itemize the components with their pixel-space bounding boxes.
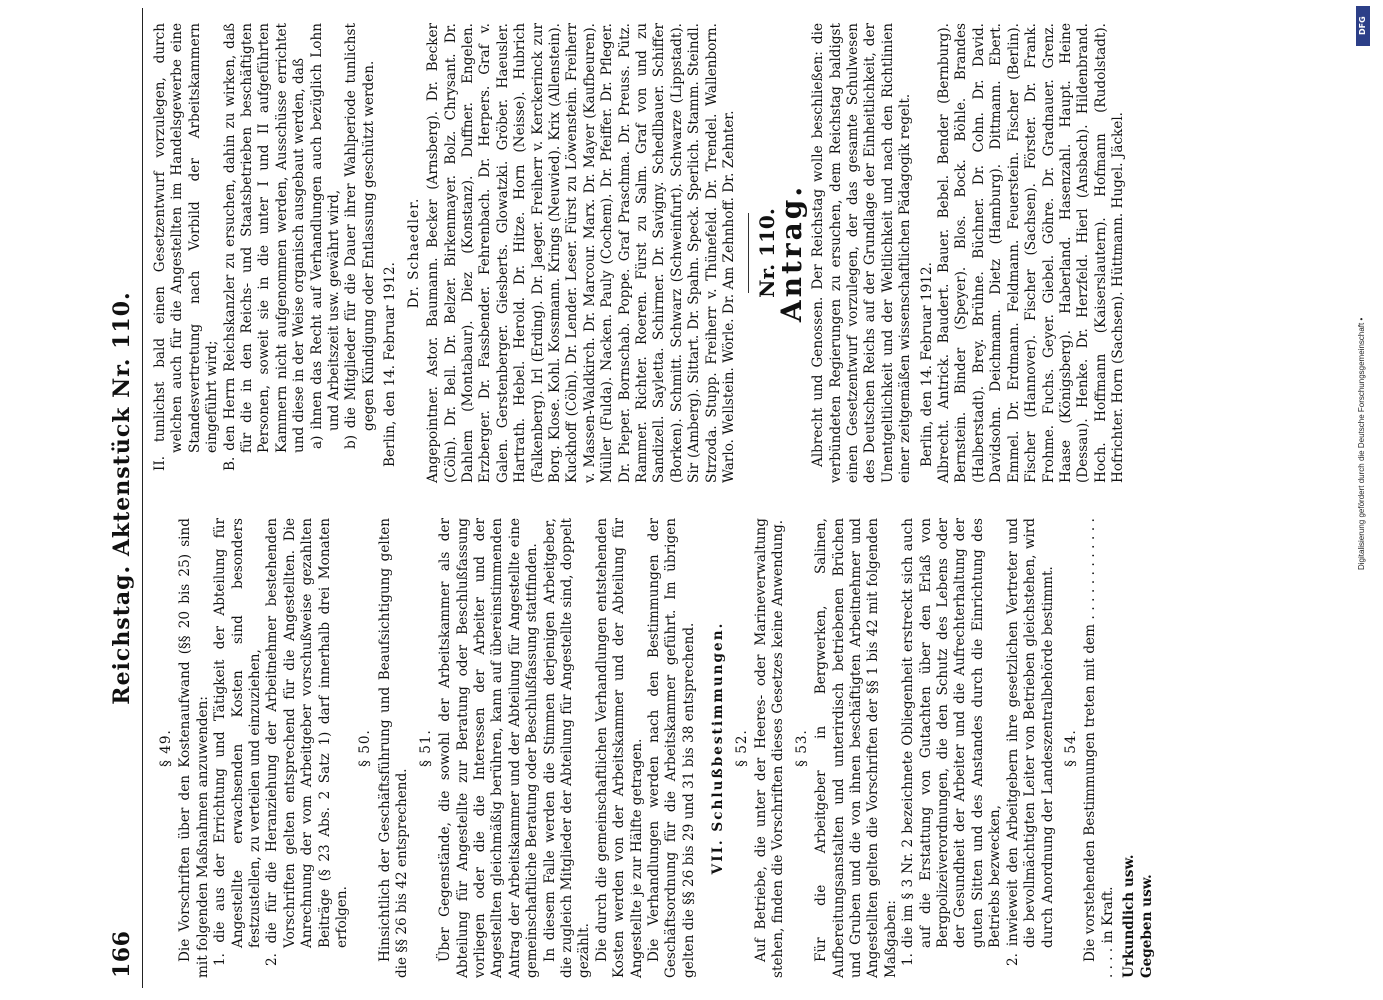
section-52-text: Auf Betriebe, die unter der Heeres- oder Marineverwaltung stehen, finden die Vorschriften dieses Gesetzes keine Anwendung. [753, 518, 787, 978]
section-49-text: Die Vorschriften über den Kostenaufwand (§§ 20 bis 25) sind mit folgenden Maßnahmen anzuwenden: [177, 518, 211, 978]
antrag-title: Antrag. [774, 183, 808, 323]
page-number: 166 [109, 930, 135, 978]
section-53-heading: § 53. [793, 729, 810, 767]
section-51-heading: § 51. [417, 729, 434, 767]
section-vii-heading: VII. Schlußbestimmungen. [710, 621, 727, 875]
dfg-badge: DFG [1356, 6, 1370, 46]
clause-b: B. den Herrn Reichskanzler zu ersuchen, dahin zu wirken, daß für die in den Reichs- und Staatsbetrieben beschäftigten Personen, soweit sie in die unter I und II aufgeführten Kammern nicht aufgenommen werden, Ausschüsse errichtet und diese in der Weise organisch ausgebaut werden, daß [221, 23, 308, 471]
left-column [152, 518, 1156, 978]
page-header [105, 8, 139, 988]
header-rule [142, 8, 143, 988]
date-line-2: Berlin, den 14. Februar 1912. [918, 262, 935, 467]
document-page [50, 8, 1330, 988]
section-51-text-1: Über Gegenstände, die sowohl der Arbeitskammer als der Abteilung für Angestellte zur Beratung oder Beschlußfassung vorliegen oder die die Interessen der Arbeiter und der Angestellten gleichmäßig berühren, kann auf übereinstimmenden Antrag der Arbeitskammer und der Abteilung für Angestellte eine gemeinschaftliche Beratung oder Beschlußfassung stattfinden. [437, 518, 541, 978]
clause-ii: II. tunlichst bald einen Gesetzentwurf vorzulegen, durch welchen auch für die Angestellten im Handelsgewerbe eine Standesvertretung nach Vorbild der Arbeitskammern eingeführt wird; [152, 23, 221, 471]
section-54-text: Die vorstehenden Bestimmungen treten mit dem . . . . . . . . . . . . . . . . in Kraft. [1082, 518, 1116, 978]
antrag-text: Albrecht und Genossen. Der Reichstag wolle beschließen: die verbündeten Regierungen zu ersuchen, dem Reichstag baldigst einen Gesetzentwurf vorzulegen, der das gesamte Schulwesen des Deutschen Reichs auf der Grundlage der Einheitlichkeit, der Unentgeltlichkeit und der Weltlichkeit und nach den Richtlinien einer zeitgemäßen wissenschaftlichen Pädagogik regelt. [810, 23, 914, 483]
clause-b-b: b) die Mitglieder für die Dauer ihrer Wahlperiode tunlichst gegen Kündigung oder Entlassung geschützt werden. [343, 23, 377, 449]
section-53-item-1: 1. die im § 3 Nr. 2 bezeichnete Obliegenheit erstreckt sich auch auf die Erstattung von Gutachten über den Erlaß von Bergpolizeiverordnungen, die den Schutz des Lebens oder der Gesundheit der Arbeiter und die Aufrechterhaltung der guten Sitten und des Anstandes durch die Einrichtung des Betriebs bezwecken, [900, 518, 1004, 966]
signatories-1: Angepointner. Astor. Baumann. Becker (Arnsberg). Dr. Becker (Cöln). Dr. Bell. Dr. Belzer. Birkenmayer. Bolz. Chrysant. Dr. Dahlem (Montabaur). Diez (Konstanz). Duffner. Engelen. Erzberger. Dr. Fassbender. Fehrenbach. Dr. Herpers. Graf v. Galen. Gerstenberger. Giesberts. Glowatzki. Gröber. Haeusler. Hartrath. Hebel. Herold. Dr. Hitze. Horn (Neisse). Hubrich (Falkenberg). Irl (Erding). Dr. Jaeger. Freiherr v. Kerckerinck zur Borg. Klose. Kohl. Kossmann. Krings (Neuwied). Krix (Allenstein). Kuckhoff (Cöln). Dr. Lender. Leser. Fürst zu Löwenstein. Freiherr v. Massen-Waldkirch. Dr. Marcour. Marx. Dr. Mayer (Kaufbeuren). Müller (Fulda). Nacken. Pauly (Cochem). Dr. Pfeiffer. Dr. Pfleger. Dr. Pieper. Bornschab. Poppe. Graf Praschma. Dr. Preuss. Pütz. Rammer. Richter. Roeren. Fürst zu Salm. Graf von und zu Sandizell. Sayletta. Schirmer. Dr. Savigny. Schedlbauer. Schiffer (Borken). Schmitt. Schwarz (Schweinfurt). Schwarze (Lippstadt). Sir (Amberg). Sittart. Dr. Spahn. Speck. Sperlich. Stamm. Steindl. Strzoda. Stupp. Freiherr v. Thünefeld. Dr. Trendel. Wallenborn. Warlo. Wellstein. Wörle. Dr. Am Zehnhoff. Dr. Zehnter. [425, 23, 737, 483]
date-line-1: Berlin, den 14. Februar 1912. [382, 262, 399, 467]
section-53-text: Für die Arbeitgeber in Bergwerken, Salinen, Aufbereitungsanstalten und unterirdisch betriebenen Brüchen und Gruben und die von ihnen beschäftigten Arbeitnehmer und Angestellten gelten die Vorschriften der §§ 1 bis 42 mit folgenden Maßgaben: [813, 518, 899, 978]
signature-1: Dr. Schaedler. [405, 197, 422, 309]
document-number: Nr. 110. [755, 208, 780, 298]
section-51-text-2: In diesem Falle werden die Stimmen derjenigen Arbeitgeber, die zugleich Mitglieder der Abteilung für Angestellte sind, doppelt gezählt. [541, 518, 593, 978]
closing-gegeben: Gegeben usw. [1138, 874, 1155, 978]
section-49-item-2: 2. die für die Heranziehung der Arbeitnehmer bestehenden Vorschriften gelten entsprechend für die Angestellten. Die Anrechnung der vom Arbeitgeber vorschußweise gezahlten Beiträge (§ 23 Abs. 2 Satz 1) darf innerhalb drei Monaten erfolgen. [264, 518, 351, 966]
section-51-text-4: Die Verhandlungen werden nach den Bestimmungen der Geschäftsordnung für die Arbeitskammer geführt. Im übrigen gelten die §§ 26 bis 29 und 31 bis 38 entsprechend. [645, 518, 697, 978]
section-50-heading: § 50. [357, 729, 374, 767]
digitization-note: Digitalisierung gefördert durch die Deutsche Forschungsgemeinschaft • [1357, 317, 1366, 570]
section-54-heading: § 54. [1062, 729, 1079, 767]
section-53-item-2: 2. inwieweit den Arbeitgebern ihre gesetzlichen Vertreter und die bevollmächtigten Leiter von Betrieben gleichstehen, wird durch Anordnung der Landeszentralbehörde bestimmt. [1004, 518, 1056, 966]
section-49-item-1: 1. die aus der Errichtung und Tätigkeit der Abteilung für Angestellte erwachsenden Kosten sind besonders festzustellen, zu verteilen und einzuziehen, [212, 518, 264, 966]
section-51-text-3: Die durch die gemeinschaftlichen Verhandlungen entstehenden Kosten werden von der Arbeitskammer und der Abteilung für Angestellte je zur Hälfte getragen. [593, 518, 645, 978]
separator-rule [748, 213, 749, 293]
closing-urkundlich: Urkundlich usw. [1121, 854, 1138, 978]
section-49-heading: § 49. [158, 729, 174, 767]
right-column [152, 23, 1128, 483]
signatories-2: Albrecht. Antrick. Baudert. Bauer. Bebel. Bender (Bernburg). Bernstein. Binder (Speyer). Blos. Bock. Böhle. Brandes (Halberstadt). Brey. Brühne. Büchner. Dr. Cohn. Dr. David. Davidsohn. Deichmann. Dietz (Hamburg). Dittmann. Ebert. Emmel. Dr. Erdmann. Feldmann. Feuerstein. Fischer (Berlin). Fischer (Hannover). Fischer (Sachsen). Förster. Dr. Frank. Frohme. Fuchs. Geyer. Giebel. Göhre. Dr. Gradnauer. Grenz. Haase (Königsberg). Haberland. Hasenzahl. Haupt. Heine (Dessau). Henke. Dr. Herzfeld. Hierl (Ansbach). Hildenbrand. Hoch. Hoffmann (Kaiserslautern). Hofmann (Rudolstadt). Hofrichter. Horn (Sachsen). Hüttmann. Hugel. Jäckel. [936, 23, 1127, 483]
section-50-text: Hinsichtlich der Geschäftsführung und Beaufsichtigung gelten die §§ 26 bis 42 entsprechend. [376, 518, 411, 978]
page-title: Reichstag. Aktenstück Nr. 110. [109, 291, 135, 705]
section-52-heading: § 52. [733, 729, 750, 767]
clause-b-a: a) ihnen das Recht auf Verhandlungen auch bezüglich Lohn und Arbeitszeit usw. gewährt wird, [308, 23, 343, 449]
